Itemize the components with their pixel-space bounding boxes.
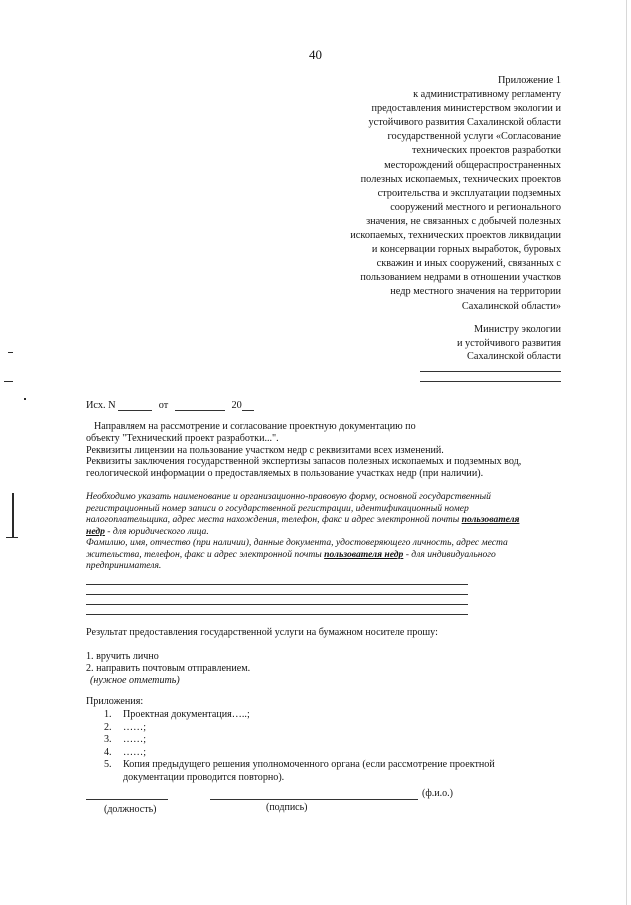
- appendix-line: устойчивого развития Сахалинской области: [368, 117, 561, 129]
- fill-line: [86, 614, 468, 615]
- item-text: ……;: [123, 746, 146, 758]
- appendix-line: к административному регламенту: [413, 89, 561, 101]
- appendix-line: Приложение 1: [498, 75, 561, 86]
- appendix-line: скважин и иных сооружений, связанных с: [376, 258, 561, 270]
- margin-scan-mark: [4, 381, 13, 382]
- item-continuation: документации проводится повторно).: [123, 771, 285, 783]
- item-text: Копия предыдущего решения уполномоченного органа (если рассмотрение проектной: [123, 759, 495, 771]
- item-number: 1.: [104, 709, 112, 720]
- item-text: Проектная документация…..;: [123, 709, 250, 720]
- note-line: [86, 514, 556, 526]
- name-label: (ф.и.о.): [422, 788, 453, 799]
- margin-scan-mark: [8, 352, 13, 353]
- page-edge: [626, 0, 627, 905]
- body-line: Реквизиты лицензии на пользование участком недр с реквизитами всех изменений.: [86, 444, 444, 456]
- result-request: Результат предоставления государственной услуги на бумажном носителе прошу:: [86, 627, 438, 638]
- appendix-line: значения, не связанных с добычей полезных: [366, 215, 561, 227]
- addressee-blank-line: [420, 371, 561, 372]
- note-emphasis: пользователя: [461, 514, 520, 525]
- appendix-line: ископаемых, технических проектов ликвидации: [350, 230, 561, 242]
- note-emphasis: недр: [86, 525, 105, 537]
- appendix-line: строительства и эксплуатации подземных: [377, 187, 561, 199]
- reference-from-label: от: [158, 400, 169, 411]
- note-text: - для юридического лица.: [104, 525, 209, 537]
- attachments-list: [104, 709, 495, 785]
- body-line: объекту "Технический проект разработки...".: [86, 432, 279, 444]
- body-line: Направляем на рассмотрение и согласование проектную документацию по: [94, 421, 416, 432]
- addressee-line: Министру экологии: [473, 324, 561, 335]
- page-number: 40: [309, 47, 322, 62]
- options-note: (нужное отметить): [90, 674, 180, 686]
- reference-number-label: Исх. N: [86, 400, 116, 411]
- note-text: жительства, телефон, факс и адрес электронной почты: [86, 548, 325, 560]
- item-text: ……;: [123, 721, 146, 733]
- addressee-blank-line: [420, 381, 561, 382]
- list-item: [104, 709, 495, 722]
- item-number: 4.: [104, 746, 112, 758]
- list-item: [104, 734, 495, 747]
- note-line: [86, 549, 556, 561]
- list-item: [104, 747, 495, 760]
- applicant-note: [86, 491, 556, 572]
- item-number: 5.: [104, 759, 112, 771]
- fill-line: [86, 604, 468, 605]
- appendix-line: пользованием недрами в отношении участков: [360, 272, 561, 284]
- note-line: регистрационный номер записи о государственной регистрации, идентификационный номер: [86, 502, 469, 514]
- note-text: налогоплательщика, адрес места нахождения, телефон, факс и адрес электронной почты: [86, 514, 462, 525]
- appendix-line: государственной услуги «Согласование: [387, 131, 561, 143]
- note-text: - для индивидуального: [403, 548, 496, 560]
- body-line: геологической информации о предоставляемых в пользование участках недр (при наличии).: [86, 468, 484, 480]
- appendix-line: месторождений общераспространенных: [384, 159, 561, 171]
- appendix-line: Сахалинской области»: [461, 300, 561, 312]
- signature-line: [210, 799, 418, 800]
- appendix-line: предоставления министерством экологии и: [371, 103, 561, 115]
- reference-date-blank: [175, 398, 225, 411]
- reference-line: [86, 398, 254, 411]
- note-line: Необходимо указать наименование и организационно-правовую форму, основной государственный: [86, 491, 491, 502]
- appendix-header: [261, 74, 561, 314]
- list-item: [104, 759, 495, 772]
- fill-line: [86, 594, 468, 595]
- attachments-title: Приложения:: [86, 696, 144, 707]
- delivery-option[interactable]: 1. вручить лично: [86, 651, 159, 662]
- note-line: [86, 526, 556, 538]
- appendix-line: полезных ископаемых, технических проектов: [360, 173, 561, 185]
- reference-year-label: 20: [231, 400, 242, 411]
- note-emphasis: пользователя недр: [324, 548, 404, 560]
- addressee-line: Сахалинской области: [467, 351, 561, 363]
- position-line: [86, 799, 168, 800]
- delivery-option[interactable]: 2. направить почтовым отправлением.: [86, 662, 251, 674]
- note-line: Фамилию, имя, отчество (при наличии), данные документа, удостоверяющего личность, адрес места: [86, 537, 508, 548]
- delivery-options: [86, 651, 250, 686]
- addressee-block: [341, 323, 561, 364]
- position-label: (должность): [104, 804, 157, 815]
- reference-number-blank: [118, 398, 152, 411]
- item-number: 3.: [104, 734, 112, 746]
- reference-year-blank: [242, 398, 254, 411]
- appendix-line: сооружений местного и регионального: [390, 201, 561, 213]
- appendix-line: недр местного значения на территории: [390, 286, 561, 298]
- signature-label: (подпись): [266, 802, 308, 813]
- item-text: ……;: [123, 734, 146, 746]
- item-number: 2.: [104, 721, 112, 733]
- appendix-line: и консервации горных выработок, буровых: [371, 244, 561, 256]
- fill-line: [86, 584, 468, 585]
- margin-binding-mark: [12, 493, 14, 537]
- margin-scan-mark: [24, 398, 26, 400]
- body-line: Реквизиты заключения государственной экспертизы запасов полезных ископаемых и подземных вод,: [86, 456, 522, 468]
- appendix-line: технических проектов разработки: [411, 145, 561, 157]
- addressee-line: и устойчивого развития: [456, 337, 561, 349]
- note-line: предпринимателя.: [86, 560, 162, 571]
- request-body: [86, 421, 556, 480]
- margin-binding-mark: [6, 537, 18, 538]
- list-item: [104, 722, 495, 735]
